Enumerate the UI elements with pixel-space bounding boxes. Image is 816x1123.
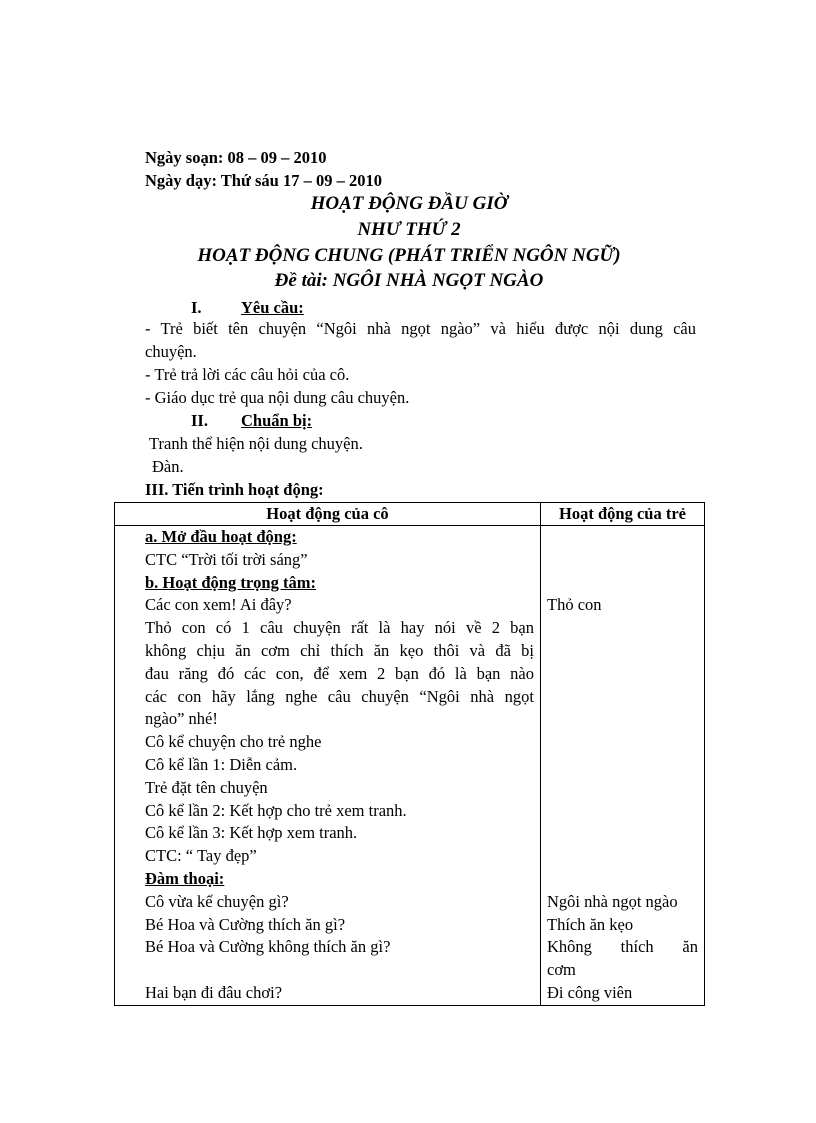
title-line-3: HOẠT ĐỘNG CHUNG (PHÁT TRIỂN NGÔN NGỮ) <box>197 245 621 266</box>
spacer <box>547 754 698 777</box>
children-activities-cell <box>541 526 705 1006</box>
spacer <box>547 708 698 731</box>
section-1-item-1-line-1: - Trẻ biết tên chuyện “Ngôi nhà ngọt ngào” và hiểu được nội dung câu <box>145 319 696 338</box>
spacer <box>145 959 534 982</box>
question-line: Cô vừa kể chuyện gì? <box>145 891 289 911</box>
answer-line: Không thích ăn <box>547 937 698 957</box>
answer-line: Thích ăn kẹo <box>547 914 634 934</box>
ngay-day-label: Ngày dạy: <box>145 171 217 190</box>
section-2-number: II. <box>191 411 208 430</box>
spacer <box>547 572 698 595</box>
spacer <box>547 549 698 572</box>
teacher-line: Cô kể lần 2: Kết hợp cho trẻ xem tranh. <box>145 800 407 820</box>
spacer <box>547 731 698 754</box>
title-line-1: HOẠT ĐỘNG ĐẦU GIỜ <box>310 193 508 214</box>
spacer <box>547 777 698 800</box>
subsection-b-heading: b. Hoạt động trọng tâm: <box>145 572 316 592</box>
answer-line: Thỏ con <box>547 595 602 615</box>
section-1-item-2: - Trẻ trả lời các câu hỏi của cô. <box>145 365 350 384</box>
teacher-line: Các con xem! Ai đây? <box>145 595 292 615</box>
ngay-soan-label: Ngày soạn: <box>145 148 224 167</box>
teacher-line: CTC: “ Tay đẹp” <box>145 846 257 866</box>
section-3-heading: III. Tiến trình hoạt động: <box>145 480 324 499</box>
table-row <box>115 526 705 1006</box>
question-line: Bé Hoa và Cường thích ăn gì? <box>145 914 346 934</box>
teacher-activities-cell <box>115 526 541 1006</box>
story-intro-line-5: ngào” nhé! <box>145 709 218 729</box>
story-intro-line-3: đau răng đó các con, để xem 2 bạn đó là bạn nào <box>145 663 534 683</box>
ngay-day-value: Thứ sáu 17 – 09 – 2010 <box>220 171 382 190</box>
story-intro-line-4: các con hãy lắng nghe câu chuyện “Ngôi nhà ngọt <box>145 686 534 706</box>
col-header-children: Hoạt động của trẻ <box>541 503 705 526</box>
section-2-item-1: Tranh thể hiện nội dung chuyện. <box>149 434 363 453</box>
ctc-song-1: CTC “Trời tối trời sáng” <box>145 549 308 569</box>
dam-thoai-heading: Đàm thoại: <box>145 868 225 888</box>
table-header-row <box>115 503 705 526</box>
col-header-teacher: Hoạt động của cô <box>115 503 541 526</box>
section-2-heading: Chuẩn bị: <box>241 411 313 430</box>
subsection-a-heading: a. Mở đầu hoạt động: <box>145 527 297 546</box>
section-2-item-2: Đàn. <box>152 457 184 476</box>
spacer <box>547 845 698 868</box>
answer-line: Ngôi nhà ngọt ngào <box>547 891 678 911</box>
spacer <box>547 640 698 663</box>
spacer <box>547 822 698 845</box>
teacher-line: Trẻ đặt tên chuyện <box>145 777 268 797</box>
teacher-line: Cô kể lần 1: Diễn cảm. <box>145 754 298 774</box>
spacer <box>547 617 698 640</box>
title-line-4: Đề tài: NGÔI NHÀ NGỌT NGÀO <box>274 270 544 291</box>
spacer <box>547 686 698 709</box>
teacher-line: Cô kể lần 3: Kết hợp xem tranh. <box>145 823 358 843</box>
ngay-soan-value: 08 – 09 – 2010 <box>227 148 327 167</box>
answer-line: cơm <box>547 960 576 980</box>
section-1-item-1 <box>145 318 696 341</box>
activity-table <box>114 502 705 1006</box>
story-intro-line-1: Thỏ con có 1 câu chuyện rất là hay nói về 2 bạn <box>145 618 534 638</box>
section-1-item-1-line-2: chuyện. <box>145 342 197 361</box>
question-line: Hai bạn đi đâu chơi? <box>145 982 283 1002</box>
section-1-item-3: - Giáo dục trẻ qua nội dung câu chuyện. <box>145 388 410 407</box>
title-line-2: NHƯ THỨ 2 <box>357 219 461 240</box>
spacer <box>547 800 698 823</box>
question-line: Bé Hoa và Cường không thích ăn gì? <box>145 937 391 957</box>
spacer <box>547 663 698 686</box>
ngay-day-line <box>145 170 382 192</box>
section-1-number: I. <box>191 298 202 317</box>
teacher-line: Cô kể chuyện cho trẻ nghe <box>145 732 322 752</box>
spacer <box>547 526 698 549</box>
story-intro-line-2: không chịu ăn cơm chỉ thích ăn kẹo thôi và đã bị <box>145 640 534 660</box>
section-1-heading: Yêu cầu: <box>241 298 304 317</box>
spacer <box>547 868 698 891</box>
answer-line: Đi công viên <box>547 982 633 1002</box>
ngay-soan-line <box>145 147 327 169</box>
